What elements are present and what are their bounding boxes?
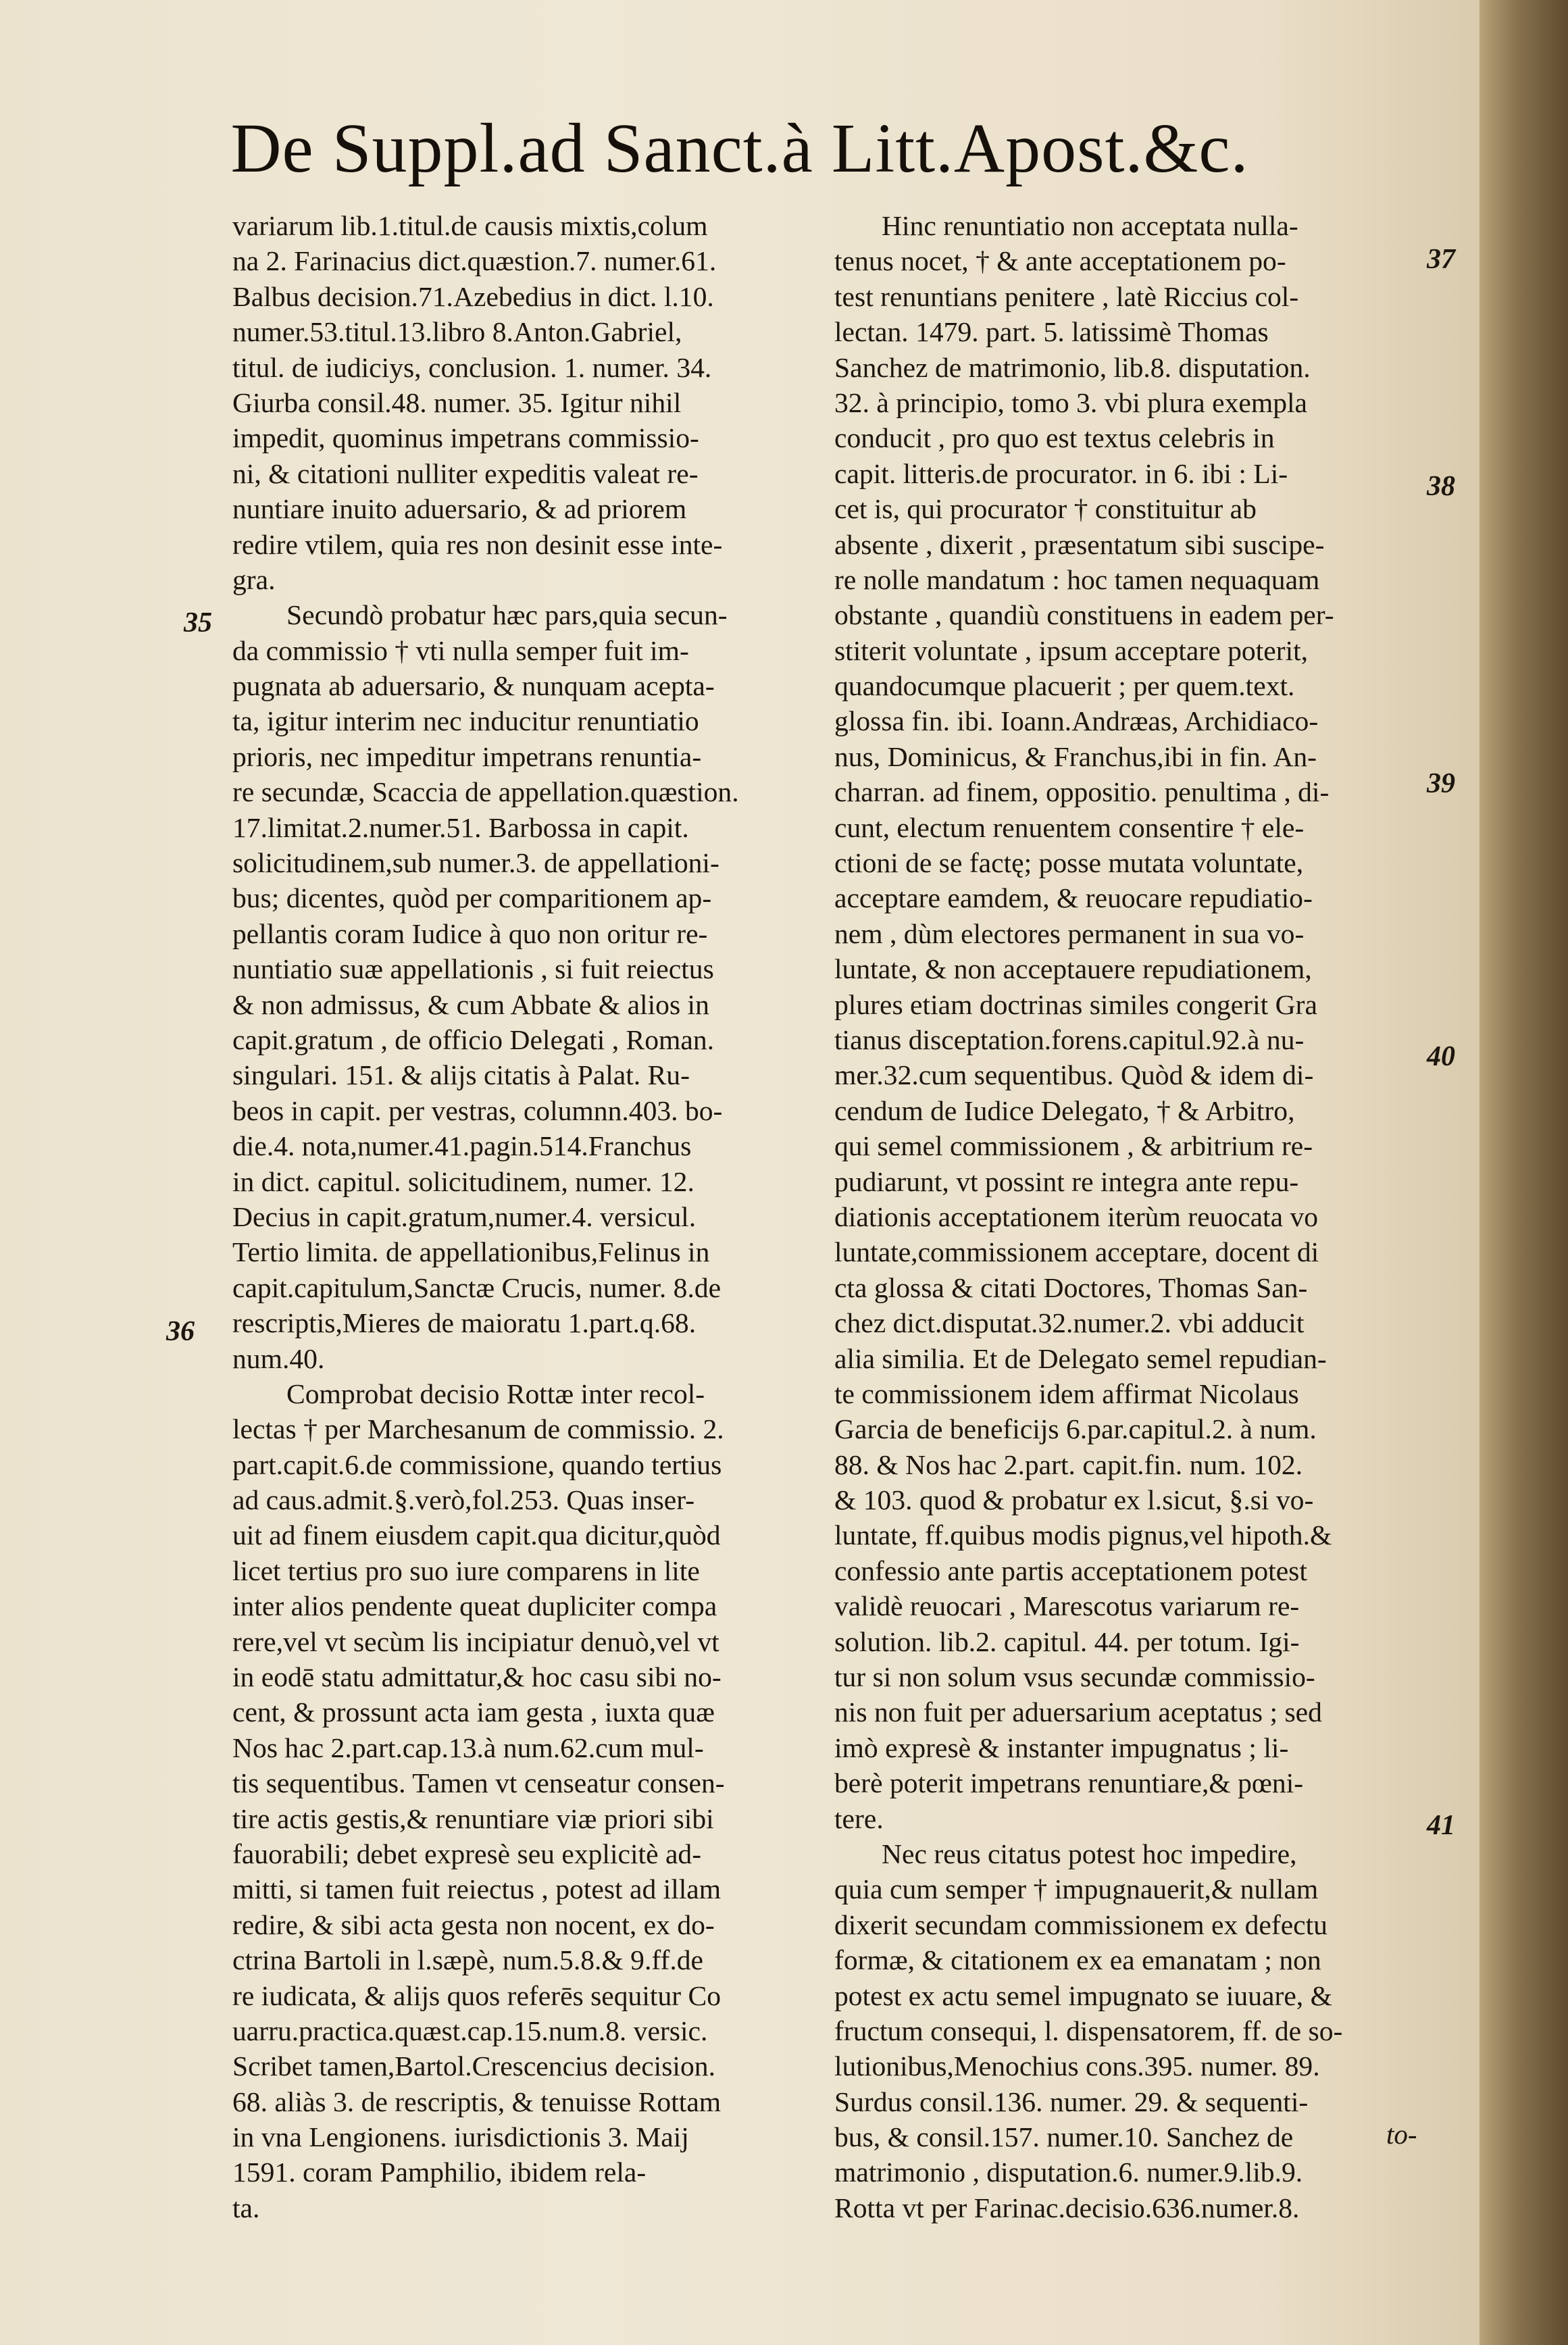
text-line: re secundæ, Scaccia de appellation.quæstion. bbox=[232, 776, 739, 808]
text-line: Hinc renuntiatio non acceptata nulla- bbox=[882, 210, 1298, 241]
text-line: solicitudinem,sub numer.3. de appellationi- bbox=[232, 847, 719, 879]
text-line: Giurba consil.48. numer. 35. Igitur nihil bbox=[232, 386, 682, 418]
text-line: capit.capitulum,Sanctæ Crucis, numer. 8.de bbox=[232, 1271, 722, 1303]
text-line: obstante , quandiù constituens in eadem per- bbox=[834, 599, 1334, 631]
margin-number-36: 36 bbox=[166, 1316, 195, 1347]
text-line: nuntiatio suæ appellationis , si fuit reiectus bbox=[232, 953, 714, 985]
text-line: part.capit.6.de commissione, quando tertius bbox=[232, 1448, 722, 1480]
text-line: chez dict.disputat.32.numer.2. vbi adducit bbox=[834, 1307, 1305, 1339]
text-line: num.40. bbox=[232, 1342, 325, 1374]
text-line: nuntiare inuito aduersario, & ad priorem bbox=[232, 493, 687, 525]
text-line: tis sequentibus. Tamen vt censeatur consen- bbox=[232, 1767, 725, 1799]
text-line: 32. à principio, tomo 3. vbi plura exempla bbox=[834, 386, 1308, 418]
text-line: titul. de iudiciys, conclusion. 1. numer. 34. bbox=[232, 351, 712, 383]
text-line: Tertio limita. de appellationibus,Felinus in bbox=[232, 1236, 710, 1268]
text-line: cendum de Iudice Delegato, † & Arbitro, bbox=[834, 1094, 1295, 1126]
text-line: nis non fuit per aduersarium aceptatus ; sed bbox=[834, 1696, 1322, 1728]
text-line: tur si non solum vsus secundæ commissio- bbox=[834, 1661, 1315, 1693]
text-line: pellantis coram Iudice à quo non oritur re- bbox=[232, 917, 708, 949]
running-title: De Suppl.ad Sanct.à Litt.Apost.&c. bbox=[230, 109, 1249, 187]
text-line: capit. litteris.de procurator. in 6. ibi : Li- bbox=[834, 457, 1288, 489]
text-line: Decius in capit.gratum,numer.4. versicul. bbox=[232, 1201, 697, 1232]
right-column bbox=[834, 208, 1342, 2225]
text-line: 68. aliàs 3. de rescriptis, & tenuisse Rottam bbox=[232, 2086, 722, 2117]
text-line: Nec reus citatus potest hoc impedire, bbox=[882, 1838, 1297, 1869]
text-line: & non admissus, & cum Abbate & alios in bbox=[232, 988, 709, 1020]
text-line: diationis acceptationem iterùm reuocata vo bbox=[834, 1201, 1319, 1232]
text-line: 1591. coram Pamphilio, ibidem rela- bbox=[232, 2157, 647, 2188]
text-line: inter alios pendente queat dupliciter compa bbox=[232, 1590, 717, 1622]
text-line: in vna Lengionens. iurisdictionis 3. Maij bbox=[232, 2121, 689, 2153]
text-line: 17.limitat.2.numer.51. Barbossa in capit. bbox=[232, 811, 689, 843]
text-line: berè poterit impetrans renuntiare,& pœni- bbox=[834, 1767, 1304, 1799]
text-line: prioris, nec impeditur impetrans renuntia- bbox=[232, 740, 702, 772]
text-line: validè reuocari , Marescotus variarum re- bbox=[834, 1590, 1300, 1622]
text-line: Sanchez de matrimonio, lib.8. disputation. bbox=[834, 351, 1311, 383]
book-gutter bbox=[1480, 0, 1568, 2345]
text-line: te commissionem idem affirmat Nicolaus bbox=[834, 1378, 1299, 1409]
text-line: pudiarunt, vt possint re integra ante repu- bbox=[834, 1165, 1299, 1197]
text-line: solution. lib.2. capitul. 44. per totum. Igi- bbox=[834, 1625, 1300, 1657]
text-line: licet tertius pro suo iure comparens in lite bbox=[232, 1555, 700, 1586]
text-line: test renuntians penitere , latè Riccius col- bbox=[834, 280, 1299, 312]
text-line: Rotta vt per Farinac.decisio.636.numer.8. bbox=[834, 2192, 1300, 2223]
text-line: 88. & Nos hac 2.part. capit.fin. num. 102. bbox=[834, 1448, 1303, 1480]
text-line: lectan. 1479. part. 5. latissimè Thomas bbox=[834, 316, 1269, 348]
text-line: fructum consequi, l. dispensatorem, ff. de so- bbox=[834, 2015, 1343, 2046]
text-line: ta, igitur interim nec inducitur renuntiatio bbox=[232, 705, 699, 737]
margin-number-38: 38 bbox=[1427, 471, 1455, 502]
text-line: charran. ad finem, oppositio. penultima , di- bbox=[834, 776, 1330, 808]
text-line: bus; dicentes, quòd per comparitionem ap- bbox=[232, 882, 712, 914]
text-line: cta glossa & citati Doctores, Thomas San- bbox=[834, 1271, 1308, 1303]
text-line: Balbus decision.71.Azebedius in dict. l.10. bbox=[232, 280, 714, 312]
text-line: formæ, & citationem ex ea emanatam ; non bbox=[834, 1944, 1321, 1976]
margin-number-35: 35 bbox=[184, 607, 212, 638]
text-line: ni, & citationi nulliter expeditis valeat re- bbox=[232, 457, 699, 489]
text-line: Garcia de beneficijs 6.par.capitul.2. à num. bbox=[834, 1413, 1317, 1445]
text-line: re iudicata, & alijs quos referēs sequitur Co bbox=[232, 1980, 722, 2011]
text-line: luntate, & non acceptauere repudiationem, bbox=[834, 953, 1312, 985]
text-line: da commissio † vti nulla semper fuit im- bbox=[232, 634, 689, 666]
text-line: mer.32.cum sequentibus. Quòd & idem di- bbox=[834, 1059, 1314, 1091]
text-line: & 103. quod & probatur ex l.sicut, §.si vo- bbox=[834, 1484, 1314, 1516]
text-line: rere,vel vt secùm lis incipiatur denuò,vel vt bbox=[232, 1625, 719, 1657]
text-line: capit.gratum , de officio Delegati , Roman. bbox=[232, 1024, 715, 1055]
text-line: luntate, ff.quibus modis pignus,vel hipoth.& bbox=[834, 1519, 1332, 1551]
text-line: cet is, qui procurator † constituitur ab bbox=[834, 493, 1257, 525]
text-line: plures etiam doctrinas similes congerit Gra bbox=[834, 988, 1317, 1020]
text-line: gra. bbox=[232, 563, 276, 595]
text-line: tenus nocet, † & ante acceptationem po- bbox=[834, 245, 1286, 277]
text-line: variarum lib.1.titul.de causis mixtis,colum bbox=[232, 210, 708, 241]
text-line: in eodē statu admittatur,& hoc casu sibi no- bbox=[232, 1661, 722, 1693]
text-line: Comprobat decisio Rottæ inter recol- bbox=[286, 1378, 705, 1409]
text-line: nem , dùm electores permanent in sua vo- bbox=[834, 917, 1305, 949]
text-line: pugnata ab aduersario, & nunquam acepta- bbox=[232, 670, 715, 702]
text-line: dixerit secundam commissionem ex defectu bbox=[834, 1909, 1327, 1940]
text-line: imò expresè & instanter impugnatus ; li- bbox=[834, 1732, 1289, 1763]
text-line: ta. bbox=[232, 2192, 260, 2223]
text-line: die.4. nota,numer.41.pagin.514.Franchus bbox=[232, 1130, 692, 1162]
text-line: glossa fin. ibi. Ioann.Andræas, Archidiaco- bbox=[834, 705, 1319, 737]
margin-number-41: 41 bbox=[1427, 1810, 1455, 1841]
text-line: stiterit voluntate , ipsum acceptare poterit, bbox=[834, 634, 1309, 666]
text-line: in dict. capitul. solicitudinem, numer. 12. bbox=[232, 1165, 694, 1197]
text-line: singulari. 151. & alijs citatis à Palat. Ru- bbox=[232, 1059, 690, 1091]
text-line: acceptare eamdem, & reuocare repudiatio- bbox=[834, 882, 1313, 914]
text-line: bus, & consil.157. numer.10. Sanchez de bbox=[834, 2121, 1294, 2153]
margin-number-37: 37 bbox=[1427, 244, 1455, 275]
text-line: absente , dixerit , præsentatum sibi suscipe- bbox=[834, 528, 1325, 560]
text-line: luntate,commissionem acceptare, docent di bbox=[834, 1236, 1319, 1268]
left-column bbox=[232, 208, 739, 2225]
text-line: re nolle mandatum : hoc tamen nequaquam bbox=[834, 563, 1320, 595]
text-line: confessio ante partis acceptationem potest bbox=[834, 1555, 1307, 1586]
text-line: beos in capit. per vestras, columnn.403. bo- bbox=[232, 1094, 723, 1126]
text-line: rescriptis,Mieres de maioratu 1.part.q.68. bbox=[232, 1307, 697, 1339]
text-line: na 2. Farinacius dict.quæstion.7. numer.61. bbox=[232, 245, 717, 277]
text-line: Surdus consil.136. numer. 29. & sequenti- bbox=[834, 2086, 1309, 2117]
text-line: alia similia. Et de Delegato semel repudian- bbox=[834, 1342, 1327, 1374]
text-line: impedit, quominus impetrans commissio- bbox=[232, 422, 699, 454]
text-line: uit ad finem eiusdem capit.qua dicitur,quòd bbox=[232, 1519, 721, 1551]
text-line: qui semel commissionem , & arbitrium re- bbox=[834, 1130, 1313, 1162]
text-line: quandocumque placuerit ; per quem.text. bbox=[834, 670, 1295, 702]
text-line: mitti, si tamen fuit reiectus , potest ad illam bbox=[232, 1873, 722, 1905]
text-line: potest ex actu semel impugnato se iuuare, & bbox=[834, 1980, 1332, 2011]
text-line: nus, Dominicus, & Franchus,ibi in fin. An- bbox=[834, 740, 1317, 772]
text-line: ad caus.admit.§.verò,fol.253. Quas inser- bbox=[232, 1484, 695, 1516]
text-line: cent, & prossunt acta iam gesta , iuxta quæ bbox=[232, 1696, 715, 1728]
text-line: tianus disceptation.forens.capitul.92.à nu- bbox=[834, 1024, 1305, 1055]
text-line: uarru.practica.quæst.cap.15.num.8. versic. bbox=[232, 2015, 708, 2046]
text-line: lutionibus,Menochius cons.395. numer. 89. bbox=[834, 2050, 1320, 2082]
text-line: numer.53.titul.13.libro 8.Anton.Gabriel, bbox=[232, 316, 682, 348]
text-line: tere. bbox=[834, 1802, 884, 1834]
text-line: quia cum semper † impugnauerit,& nullam bbox=[834, 1873, 1319, 1905]
text-line: Secundò probatur hæc pars,quia secun- bbox=[286, 599, 728, 631]
text-line: redire vtilem, quia res non desinit esse inte- bbox=[232, 528, 723, 560]
text-line: cunt, electum renuentem consentire † ele- bbox=[834, 811, 1305, 843]
text-line: conducit , pro quo est textus celebris in bbox=[834, 422, 1275, 454]
text-line: redire, & sibi acta gesta non nocent, ex do- bbox=[232, 1909, 715, 1940]
margin-number-39: 39 bbox=[1427, 768, 1455, 799]
text-line: ctrina Bartoli in l.sæpè, num.5.8.& 9.ff.de bbox=[232, 1944, 703, 1976]
text-line: ctioni de se factę; posse mutata voluntate, bbox=[834, 847, 1304, 879]
text-line: lectas † per Marchesanum de commissio. 2. bbox=[232, 1413, 724, 1445]
text-line: Nos hac 2.part.cap.13.à num.62.cum mul- bbox=[232, 1732, 704, 1763]
margin-number-40: 40 bbox=[1427, 1041, 1455, 1072]
text-line: tire actis gestis,& renuntiare viæ priori sibi bbox=[232, 1802, 714, 1834]
text-line: fauorabili; debet expresè seu explicitè ad- bbox=[232, 1838, 702, 1869]
text-line: Scribet tamen,Bartol.Crescencius decision. bbox=[232, 2050, 715, 2082]
catchword: to- bbox=[1386, 2119, 1417, 2150]
text-line: matrimonio , disputation.6. numer.9.lib.9. bbox=[834, 2157, 1303, 2188]
